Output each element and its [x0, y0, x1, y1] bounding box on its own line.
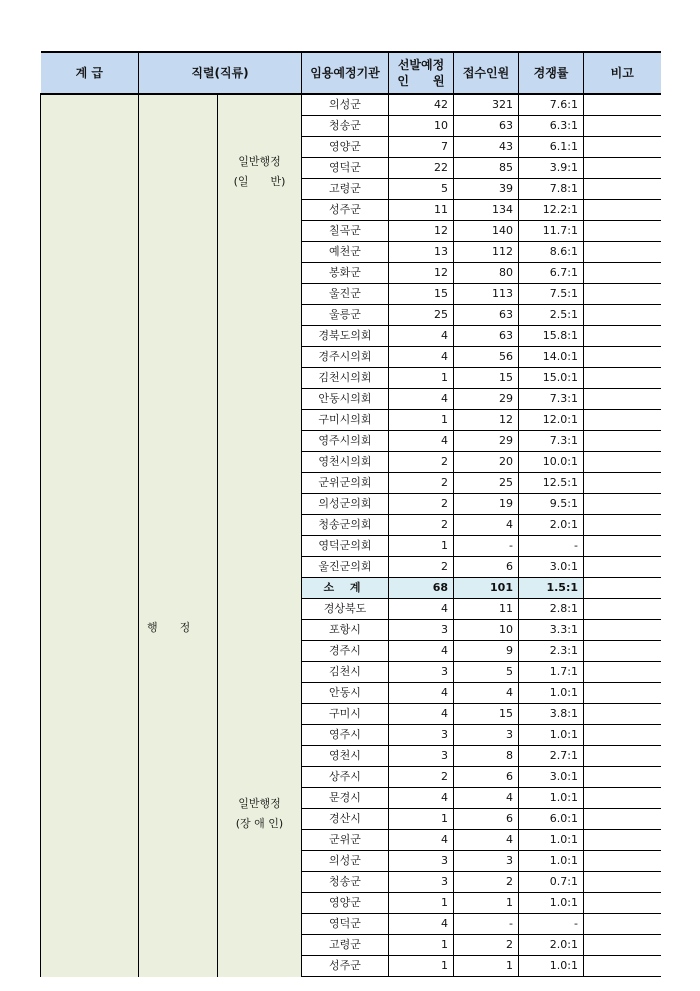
- ratio-cell: 6.3:1: [519, 116, 584, 137]
- note-cell: [584, 767, 661, 788]
- applicants-cell: 25: [454, 473, 519, 494]
- note-cell: [584, 704, 661, 725]
- agency-cell: 김천시: [302, 662, 389, 683]
- table-header-row: [41, 52, 661, 94]
- ratio-cell: 10.0:1: [519, 452, 584, 473]
- applicants-cell: 11: [454, 599, 519, 620]
- ratio-cell: 7.3:1: [519, 389, 584, 410]
- planned-cell: 3: [389, 851, 454, 872]
- agency-cell: 청송군: [302, 872, 389, 893]
- applicants-cell: 4: [454, 683, 519, 704]
- note-cell: [584, 347, 661, 368]
- agency-cell: 영천시의회: [302, 452, 389, 473]
- header-planned-line2: 인 원: [397, 74, 445, 88]
- note-cell: [584, 494, 661, 515]
- applicants-cell: 113: [454, 284, 519, 305]
- disabled-subtype-line2: (장 애 인): [235, 816, 284, 830]
- ratio-cell: 1.0:1: [519, 851, 584, 872]
- applicants-cell: 43: [454, 137, 519, 158]
- agency-cell: 의성군: [302, 851, 389, 872]
- planned-cell: 42: [389, 94, 454, 116]
- applicants-cell: 4: [454, 830, 519, 851]
- agency-cell: 고령군: [302, 179, 389, 200]
- agency-cell: 청송군: [302, 116, 389, 137]
- ratio-cell: 7.6:1: [519, 94, 584, 116]
- ratio-cell: 2.5:1: [519, 305, 584, 326]
- planned-cell: 2: [389, 452, 454, 473]
- ratio-cell: 1.5:1: [519, 578, 584, 599]
- ratio-cell: 3.0:1: [519, 557, 584, 578]
- agency-cell: 울릉군: [302, 305, 389, 326]
- planned-cell: 10: [389, 116, 454, 137]
- ratio-cell: 11.7:1: [519, 221, 584, 242]
- planned-cell: 11: [389, 200, 454, 221]
- ratio-cell: 7.8:1: [519, 179, 584, 200]
- applicants-cell: 3: [454, 725, 519, 746]
- planned-cell: 1: [389, 536, 454, 557]
- ratio-cell: 2.8:1: [519, 599, 584, 620]
- agency-cell: 의성군의회: [302, 494, 389, 515]
- ratio-cell: 6.1:1: [519, 137, 584, 158]
- applicants-cell: 29: [454, 431, 519, 452]
- general-subtype-cell: [218, 94, 302, 578]
- note-cell: [584, 431, 661, 452]
- applicants-cell: 12: [454, 410, 519, 431]
- applicants-cell: 6: [454, 557, 519, 578]
- planned-cell: 7: [389, 137, 454, 158]
- header-note: 비고: [584, 52, 661, 94]
- applicants-cell: -: [454, 536, 519, 557]
- ratio-cell: 2.0:1: [519, 515, 584, 536]
- ratio-cell: 2.3:1: [519, 641, 584, 662]
- ratio-cell: 1.0:1: [519, 956, 584, 977]
- note-cell: [584, 935, 661, 956]
- note-cell: [584, 851, 661, 872]
- planned-cell: 13: [389, 242, 454, 263]
- ratio-cell: 2.0:1: [519, 935, 584, 956]
- job-series-cell: [139, 94, 218, 977]
- job-series-label: 행 정: [147, 621, 191, 634]
- table-body: [41, 94, 661, 977]
- agency-cell: 군위군: [302, 830, 389, 851]
- planned-cell: 4: [389, 431, 454, 452]
- note-cell: [584, 956, 661, 977]
- ratio-cell: 1.0:1: [519, 788, 584, 809]
- agency-cell: 영덕군: [302, 914, 389, 935]
- planned-cell: 4: [389, 641, 454, 662]
- agency-cell: 영주시: [302, 725, 389, 746]
- applicants-cell: 8: [454, 746, 519, 767]
- note-cell: [584, 452, 661, 473]
- applicants-cell: 9: [454, 641, 519, 662]
- note-cell: [584, 116, 661, 137]
- table-row: [41, 94, 661, 116]
- ratio-cell: 12.5:1: [519, 473, 584, 494]
- applicants-cell: 6: [454, 809, 519, 830]
- applicants-cell: 112: [454, 242, 519, 263]
- agency-cell: 경산시: [302, 809, 389, 830]
- planned-cell: 3: [389, 725, 454, 746]
- note-cell: [584, 830, 661, 851]
- planned-cell: 1: [389, 809, 454, 830]
- applicants-cell: 85: [454, 158, 519, 179]
- ratio-cell: 3.9:1: [519, 158, 584, 179]
- note-cell: [584, 515, 661, 536]
- recruitment-table: [40, 51, 661, 977]
- applicants-cell: 321: [454, 94, 519, 116]
- applicants-cell: 6: [454, 767, 519, 788]
- note-cell: [584, 809, 661, 830]
- ratio-cell: 15.0:1: [519, 368, 584, 389]
- planned-cell: 3: [389, 662, 454, 683]
- note-cell: [584, 179, 661, 200]
- applicants-cell: 63: [454, 305, 519, 326]
- agency-cell: 영양군: [302, 137, 389, 158]
- note-cell: [584, 263, 661, 284]
- note-cell: [584, 221, 661, 242]
- applicants-cell: 63: [454, 326, 519, 347]
- planned-cell: 4: [389, 599, 454, 620]
- planned-cell: 4: [389, 347, 454, 368]
- agency-cell: 칠곡군: [302, 221, 389, 242]
- note-cell: [584, 389, 661, 410]
- agency-cell: 성주군: [302, 200, 389, 221]
- planned-cell: 2: [389, 515, 454, 536]
- note-cell: [584, 872, 661, 893]
- ratio-cell: 3.0:1: [519, 767, 584, 788]
- note-cell: [584, 914, 661, 935]
- agency-cell: 고령군: [302, 935, 389, 956]
- note-cell: [584, 284, 661, 305]
- applicants-cell: 39: [454, 179, 519, 200]
- note-cell: [584, 158, 661, 179]
- note-cell: [584, 641, 661, 662]
- agency-cell: 청송군의회: [302, 515, 389, 536]
- ratio-cell: 9.5:1: [519, 494, 584, 515]
- note-cell: [584, 536, 661, 557]
- general-subtype-line2: (일 반): [233, 175, 286, 188]
- ratio-cell: 1.0:1: [519, 683, 584, 704]
- ratio-cell: 3.3:1: [519, 620, 584, 641]
- planned-cell: 68: [389, 578, 454, 599]
- applicants-cell: -: [454, 914, 519, 935]
- ratio-cell: 1.7:1: [519, 662, 584, 683]
- ratio-cell: 6.0:1: [519, 809, 584, 830]
- agency-cell: 안동시: [302, 683, 389, 704]
- applicants-cell: 5: [454, 662, 519, 683]
- ratio-cell: 12.2:1: [519, 200, 584, 221]
- applicants-cell: 1: [454, 893, 519, 914]
- applicants-cell: 10: [454, 620, 519, 641]
- ratio-cell: 1.0:1: [519, 830, 584, 851]
- planned-cell: 2: [389, 557, 454, 578]
- note-cell: [584, 410, 661, 431]
- agency-cell: 경북도의회: [302, 326, 389, 347]
- disabled-subtype-cell: [218, 578, 302, 977]
- planned-cell: 1: [389, 893, 454, 914]
- header-grade: 계 급: [41, 52, 139, 94]
- agency-cell: 경상북도: [302, 599, 389, 620]
- applicants-cell: 140: [454, 221, 519, 242]
- note-cell: [584, 137, 661, 158]
- planned-cell: 3: [389, 746, 454, 767]
- note-cell: [584, 368, 661, 389]
- planned-cell: 4: [389, 830, 454, 851]
- agency-cell: 구미시: [302, 704, 389, 725]
- note-cell: [584, 788, 661, 809]
- note-cell: [584, 620, 661, 641]
- agency-cell: 울진군: [302, 284, 389, 305]
- ratio-cell: 3.8:1: [519, 704, 584, 725]
- header-planned: [389, 52, 454, 94]
- disabled-subtype-line1: 일반행정: [238, 796, 281, 810]
- applicants-cell: 3: [454, 851, 519, 872]
- planned-cell: 2: [389, 767, 454, 788]
- planned-cell: 4: [389, 788, 454, 809]
- applicants-cell: 80: [454, 263, 519, 284]
- note-cell: [584, 94, 661, 116]
- applicants-cell: 15: [454, 368, 519, 389]
- agency-cell: 경주시의회: [302, 347, 389, 368]
- planned-cell: 15: [389, 284, 454, 305]
- ratio-cell: 7.3:1: [519, 431, 584, 452]
- note-cell: [584, 326, 661, 347]
- ratio-cell: 8.6:1: [519, 242, 584, 263]
- applicants-cell: 1: [454, 956, 519, 977]
- agency-cell: 의성군: [302, 94, 389, 116]
- planned-cell: 12: [389, 221, 454, 242]
- agency-cell: 울진군의회: [302, 557, 389, 578]
- applicants-cell: 4: [454, 515, 519, 536]
- header-planned-line1: 선발예정: [397, 58, 445, 72]
- planned-cell: 2: [389, 494, 454, 515]
- planned-cell: 4: [389, 914, 454, 935]
- note-cell: [584, 893, 661, 914]
- ratio-cell: 1.0:1: [519, 725, 584, 746]
- planned-cell: 4: [389, 704, 454, 725]
- applicants-cell: 2: [454, 935, 519, 956]
- agency-cell: 봉화군: [302, 263, 389, 284]
- agency-cell: 영천시: [302, 746, 389, 767]
- planned-cell: 2: [389, 473, 454, 494]
- note-cell: [584, 683, 661, 704]
- applicants-cell: 56: [454, 347, 519, 368]
- agency-cell: 문경시: [302, 788, 389, 809]
- agency-cell: 영덕군: [302, 158, 389, 179]
- note-cell: [584, 662, 661, 683]
- agency-cell: 영양군: [302, 893, 389, 914]
- note-cell: [584, 746, 661, 767]
- agency-cell: 구미시의회: [302, 410, 389, 431]
- ratio-cell: 14.0:1: [519, 347, 584, 368]
- planned-cell: 22: [389, 158, 454, 179]
- ratio-cell: 12.0:1: [519, 410, 584, 431]
- agency-cell: 군위군의회: [302, 473, 389, 494]
- applicants-cell: 4: [454, 788, 519, 809]
- header-ratio: 경쟁률: [519, 52, 584, 94]
- agency-cell: 성주군: [302, 956, 389, 977]
- planned-cell: 1: [389, 935, 454, 956]
- note-cell: [584, 200, 661, 221]
- planned-cell: 4: [389, 683, 454, 704]
- ratio-cell: 0.7:1: [519, 872, 584, 893]
- ratio-cell: -: [519, 914, 584, 935]
- note-cell: [584, 557, 661, 578]
- ratio-cell: 2.7:1: [519, 746, 584, 767]
- planned-cell: 1: [389, 956, 454, 977]
- planned-cell: 25: [389, 305, 454, 326]
- planned-cell: 5: [389, 179, 454, 200]
- agency-cell: 경주시: [302, 641, 389, 662]
- applicants-cell: 15: [454, 704, 519, 725]
- note-cell: [584, 578, 661, 599]
- header-agency: 임용예정기관: [302, 52, 389, 94]
- agency-cell: 예천군: [302, 242, 389, 263]
- agency-cell: 영주시의회: [302, 431, 389, 452]
- general-subtype-line1: 일반행정: [238, 155, 281, 168]
- agency-cell: 소 계: [302, 578, 389, 599]
- agency-cell: 포항시: [302, 620, 389, 641]
- grade-cell: [41, 94, 139, 977]
- agency-cell: 영덕군의회: [302, 536, 389, 557]
- ratio-cell: 7.5:1: [519, 284, 584, 305]
- applicants-cell: 63: [454, 116, 519, 137]
- applicants-cell: 2: [454, 872, 519, 893]
- planned-cell: 3: [389, 872, 454, 893]
- planned-cell: 12: [389, 263, 454, 284]
- applicants-cell: 101: [454, 578, 519, 599]
- applicants-cell: 134: [454, 200, 519, 221]
- planned-cell: 4: [389, 389, 454, 410]
- agency-cell: 상주시: [302, 767, 389, 788]
- ratio-cell: -: [519, 536, 584, 557]
- note-cell: [584, 242, 661, 263]
- header-applicants: 접수인원: [454, 52, 519, 94]
- ratio-cell: 15.8:1: [519, 326, 584, 347]
- header-position: 직렬(직류): [139, 52, 302, 94]
- applicants-cell: 29: [454, 389, 519, 410]
- agency-cell: 김천시의회: [302, 368, 389, 389]
- planned-cell: 1: [389, 368, 454, 389]
- note-cell: [584, 725, 661, 746]
- ratio-cell: 1.0:1: [519, 893, 584, 914]
- note-cell: [584, 473, 661, 494]
- agency-cell: 안동시의회: [302, 389, 389, 410]
- applicants-cell: 20: [454, 452, 519, 473]
- planned-cell: 4: [389, 326, 454, 347]
- applicants-cell: 19: [454, 494, 519, 515]
- planned-cell: 3: [389, 620, 454, 641]
- note-cell: [584, 305, 661, 326]
- ratio-cell: 6.7:1: [519, 263, 584, 284]
- planned-cell: 1: [389, 410, 454, 431]
- note-cell: [584, 599, 661, 620]
